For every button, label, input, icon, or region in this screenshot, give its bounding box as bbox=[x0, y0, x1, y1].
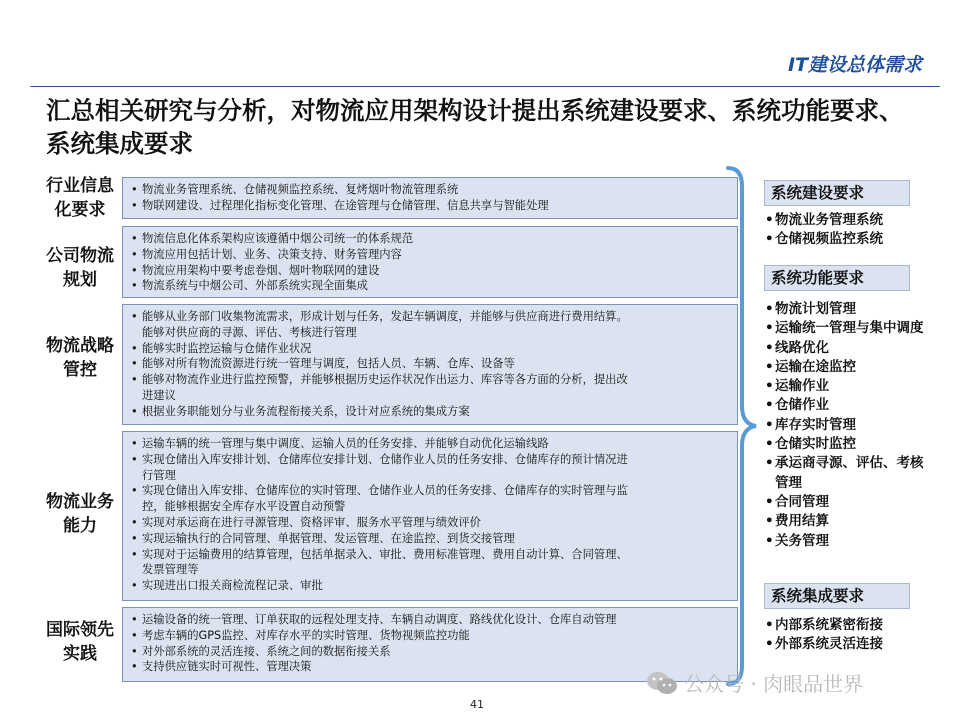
list-item bbox=[131, 356, 731, 372]
list-item: • 仓储视频监控系统 bbox=[764, 230, 934, 249]
list-item-line: • 运输车辆的统一管理与集中调度、运输人员的任务安排、并能够自动优化运输线路 bbox=[142, 437, 549, 450]
list-item bbox=[131, 404, 731, 420]
list-item-line: • 实现仓储出入库安排计划、仓储库位安排计划、仓储作业人员的任务安排、仓储库存的预计情况进 bbox=[142, 452, 628, 466]
category-label-strategy: 物流战略管控 bbox=[46, 336, 114, 380]
list-item: • 物流信息化体系架构应该遵循中烟公司统一的体系规范 bbox=[131, 231, 731, 247]
system-construction-header: 系统建设要求 bbox=[764, 180, 910, 206]
curly-brace-icon bbox=[724, 166, 760, 686]
list-item-line: • 实现运输执行的合同管理、单据管理、发运管理、在途监控、到货交接管理 bbox=[142, 531, 515, 545]
company-plan-box bbox=[122, 226, 738, 298]
list-item-line: • 实现仓储出入库安排、仓储库位的实时管理、仓储作业人员的任务安排、仓储库存的实时管理与监 bbox=[142, 484, 628, 498]
list-item: • 运输作业 bbox=[764, 377, 924, 396]
system-function-header: 系统功能要求 bbox=[764, 265, 910, 291]
business-capability-box bbox=[122, 431, 738, 601]
list-item: • 库存实时管理 bbox=[764, 416, 924, 435]
system-construction-list bbox=[764, 211, 934, 250]
page-number: 41 bbox=[470, 698, 484, 711]
list-item: • 物流业务管理系统、仓储视频监控系统、复烤烟叶物流管理系统 bbox=[131, 182, 731, 198]
list-item: • 物流计划管理 bbox=[764, 300, 924, 319]
header-divider bbox=[30, 86, 940, 87]
list-item bbox=[131, 547, 731, 579]
list-item bbox=[131, 483, 731, 515]
system-integration-header: 系统集成要求 bbox=[764, 583, 910, 609]
list-item-line: 发票管理等 bbox=[142, 563, 199, 577]
list-item bbox=[131, 436, 731, 452]
list-item bbox=[131, 515, 731, 531]
list-item-line: • 能够从业务部门收集物流需求，形成计划与任务，发起车辆调度，并能够与供应商进行费用结算。 bbox=[142, 310, 628, 323]
page-title: 汇总相关研究与分析，对物流应用架构设计提出系统建设要求、系统功能要求、系统集成要求 bbox=[46, 96, 904, 158]
list-item: • 内部系统紧密衔接 bbox=[764, 616, 934, 635]
list-item bbox=[131, 309, 731, 341]
watermark-text: 公众号 · 肉眼品世界 bbox=[684, 672, 864, 696]
list-item-line: • 能够对所有物流资源进行统一管理与调度，包括人员、车辆、仓库、设备等 bbox=[142, 357, 515, 371]
category-label-business: 物流业务能力 bbox=[46, 492, 114, 536]
category-label-company: 公司物流规划 bbox=[46, 246, 114, 290]
list-item: • 运输统一管理与集中调度 bbox=[764, 319, 924, 338]
list-item: • 外部系统灵活连接 bbox=[764, 635, 934, 654]
list-item bbox=[131, 341, 731, 357]
list-item-line: • 能够对物流作业进行监控预警，并能够根据历史运作状况作出运力、库容等各方面的分析，提出改 bbox=[142, 373, 628, 387]
list-item: • 支持供应链实时可视性、管理决策 bbox=[131, 659, 731, 675]
list-item: • 考虑车辆的GPS监控、对库存水平的实时管理、货物视频监控功能 bbox=[131, 628, 731, 644]
list-item: • 物流系统与中烟公司、外部系统实现全面集成 bbox=[131, 278, 731, 294]
system-integration-list bbox=[764, 616, 934, 655]
list-item-line: 行管理 bbox=[142, 468, 176, 482]
list-item-line: • 根据业务职能划分与业务流程衔接关系，设计对应系统的集成方案 bbox=[142, 404, 470, 418]
list-item: • 运输设备的统一管理、订单获取的远程处理支持、车辆自动调度、路线优化设计、仓库自动管理 bbox=[131, 612, 731, 628]
list-item: • 物流业务管理系统 bbox=[764, 211, 934, 230]
list-item-line: • 能够实时监控运输与仓储作业状况 bbox=[142, 341, 312, 355]
list-item: • 物联网建设、过程理化指标变化管理、在途管理与仓储管理、信息共享与智能处理 bbox=[131, 198, 731, 214]
list-item: • 运输在途监控 bbox=[764, 358, 924, 377]
strategy-control-box bbox=[122, 304, 738, 425]
system-function-list bbox=[764, 300, 924, 551]
category-label-international: 国际领先实践 bbox=[46, 620, 114, 664]
list-item bbox=[131, 531, 731, 547]
list-item: • 线路优化 bbox=[764, 339, 924, 358]
list-item: • 仓储作业 bbox=[764, 396, 924, 415]
list-item: • 合同管理 bbox=[764, 493, 924, 512]
watermark bbox=[646, 668, 863, 697]
list-item: • 物流应用架构中要考虑卷烟、烟叶物联网的建设 bbox=[131, 263, 731, 279]
list-item bbox=[131, 452, 731, 484]
list-item: • 仓储实时监控 bbox=[764, 435, 924, 454]
list-item: • 物流应用包括计划、业务、决策支持、财务管理内容 bbox=[131, 247, 731, 263]
list-item-line: 控，能够根据安全库存水平设置自动预警 bbox=[142, 500, 346, 514]
list-item: • 费用结算 bbox=[764, 512, 924, 531]
list-item: • 对外部系统的灵活连接、系统之间的数据衔接关系 bbox=[131, 644, 731, 660]
category-label-industry: 行业信息化要求 bbox=[46, 176, 114, 220]
list-item: • 关务管理 bbox=[764, 532, 924, 551]
list-item-line: 进建议 bbox=[142, 388, 176, 402]
list-item bbox=[131, 578, 731, 594]
list-item: • 承运商寻源、评估、考核管理 bbox=[764, 454, 924, 493]
list-item-line: • 实现进出口报关商检流程记录、审批 bbox=[142, 579, 323, 593]
section-header-title: IT建设总体需求 bbox=[787, 54, 922, 76]
list-item-line: • 实现对于运输费用的结算管理，包括单据录入、审批、费用标准管理、费用自动计算、合同管理、 bbox=[142, 547, 628, 561]
list-item-line: 能够对供应商的寻源、评估、考核进行管理 bbox=[142, 325, 357, 339]
industry-requirements-box bbox=[122, 177, 738, 219]
wechat-icon bbox=[646, 671, 678, 695]
list-item-line: • 实现对承运商在进行寻源管理、资格评审、服务水平管理与绩效评价 bbox=[142, 515, 481, 529]
list-item bbox=[131, 372, 731, 404]
